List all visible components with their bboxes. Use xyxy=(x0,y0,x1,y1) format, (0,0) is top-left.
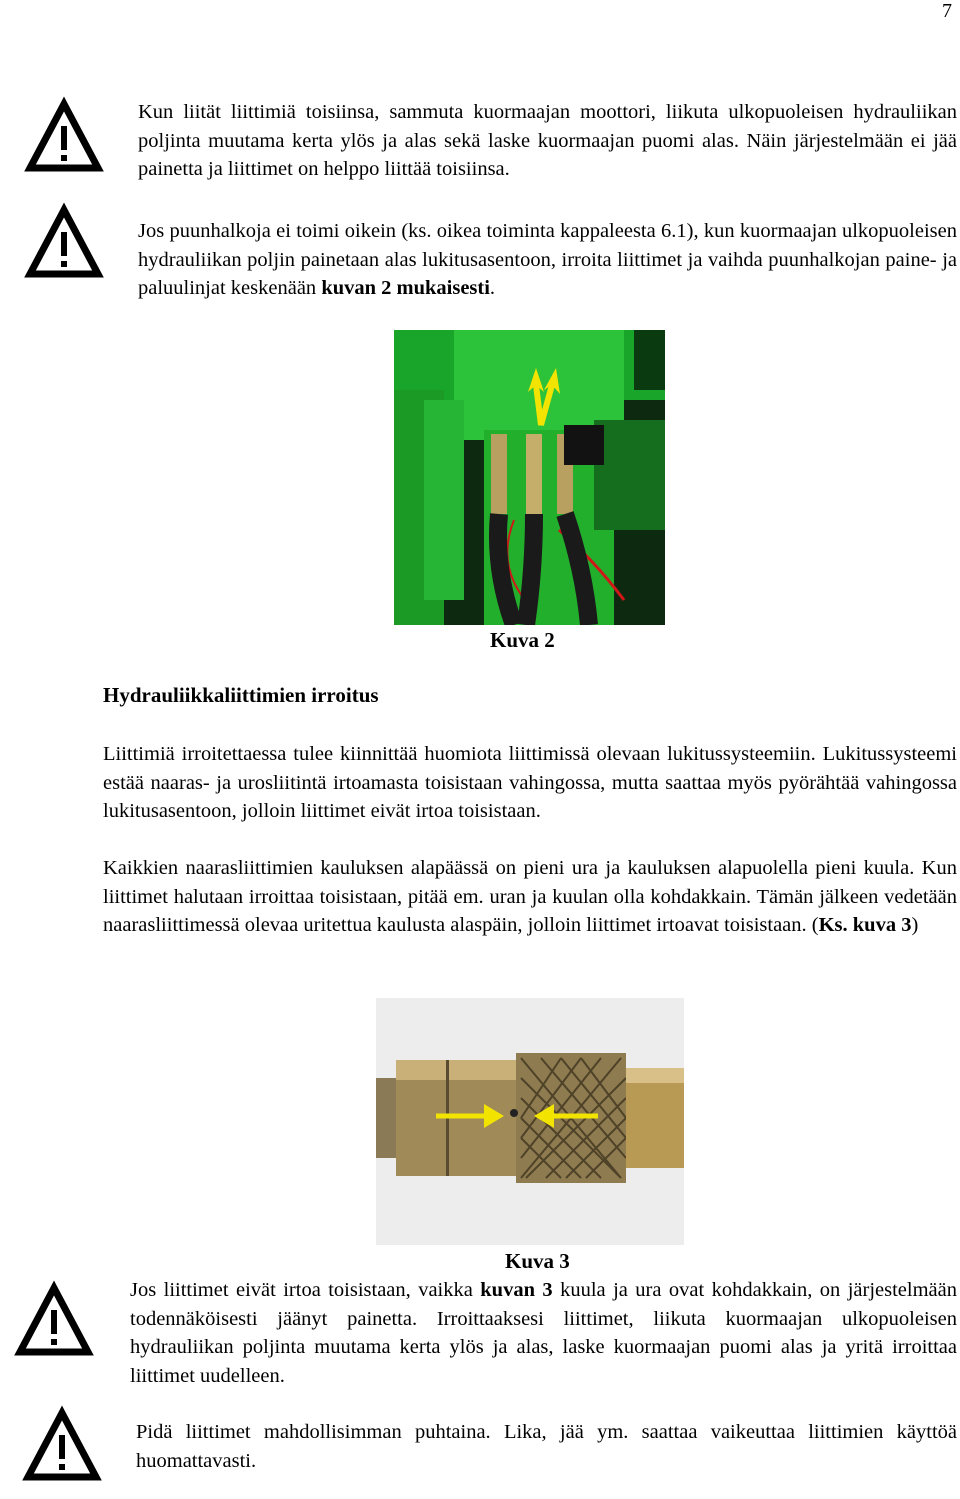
warning-triangle-icon xyxy=(24,96,104,176)
coupling-closeup-photo xyxy=(376,998,684,1245)
warning-triangle-icon xyxy=(22,1405,102,1485)
warning-triangle-icon xyxy=(24,202,104,282)
figure-2-caption: Kuva 2 xyxy=(490,628,555,652)
section-paragraph-1: Liittimiä irroitettaessa tulee kiinnittää huomiota liittimissä olevaan lukitussysteemiin. Lukitussysteemi estää naaras- ja urosliitintä irtoamasta toisistaan vahingossa, mutta saattaa myös pyörähtää vahingossa lukitusasentoon, jolloin liittimet eivät irtoa toisistaan. xyxy=(103,743,957,822)
section-paragraph-2: Kaikkien naarasliittimien kauluksen alapäässä on pieni ura ja kauluksen alapuolella pieni kuula. Kun liittimet halutaan irroittaa toisistaan, pitää em. uran ja kuulan olla kohdakkain. Tämän jälkeen vedetään naarasliittimessä olevaa uritettua kaulusta alaspäin, jolloin liittimet irtoavat toisistaan. (Ks. kuva 3) xyxy=(103,857,957,936)
page-number: 7 xyxy=(942,0,952,22)
figure-3-caption: Kuva 3 xyxy=(505,1249,570,1273)
section-heading: Hydrauliikkaliittimien irroitus xyxy=(103,683,379,707)
hydraulic-connectors-photo xyxy=(394,330,665,625)
warning-text-2: Jos puunhalkoja ei toimi oikein (ks. oikea toiminta kappaleesta 6.1), kun kuormaajan ulkopuoleisen hydrauliikan poljin painetaan alas lukitusasentoon, irroita liittimet ja vaihda puunhalkojan paine- ja paluulinjat keskenään kuvan 2 mukaisesti. xyxy=(138,220,957,299)
warning-text-4: Pidä liittimet mahdollisimman puhtaina. Lika, jää ym. saattaa vaikeuttaa liittimien käyttöä huomattavasti. xyxy=(136,1421,957,1472)
warning-triangle-icon xyxy=(14,1280,94,1360)
warning-text-3: Jos liittimet eivät irtoa toisistaan, vaikka kuvan 3 kuula ja ura ovat kohdakkain, on järjestelmään todennäköisesti jäänyt painetta. Irroittaaksesi liittimet, liikuta kuormaajan ulkopuoleisen hydrauliikan poljinta muutama kerta ylös ja alas, laske kuormaajan puomi alas ja yritä irroittaa liittimet uudelleen. xyxy=(130,1279,957,1387)
warning-text-1: Kun liität liittimiä toisiinsa, sammuta kuormaajan moottori, liikuta ulkopuoleisen hydrauliikan poljinta muutama kerta ylös ja alas sekä laske kuormaajan puomi alas. Näin järjestelmään ei jää painetta ja liittimet on helppo liittää toisiinsa. xyxy=(138,101,957,180)
